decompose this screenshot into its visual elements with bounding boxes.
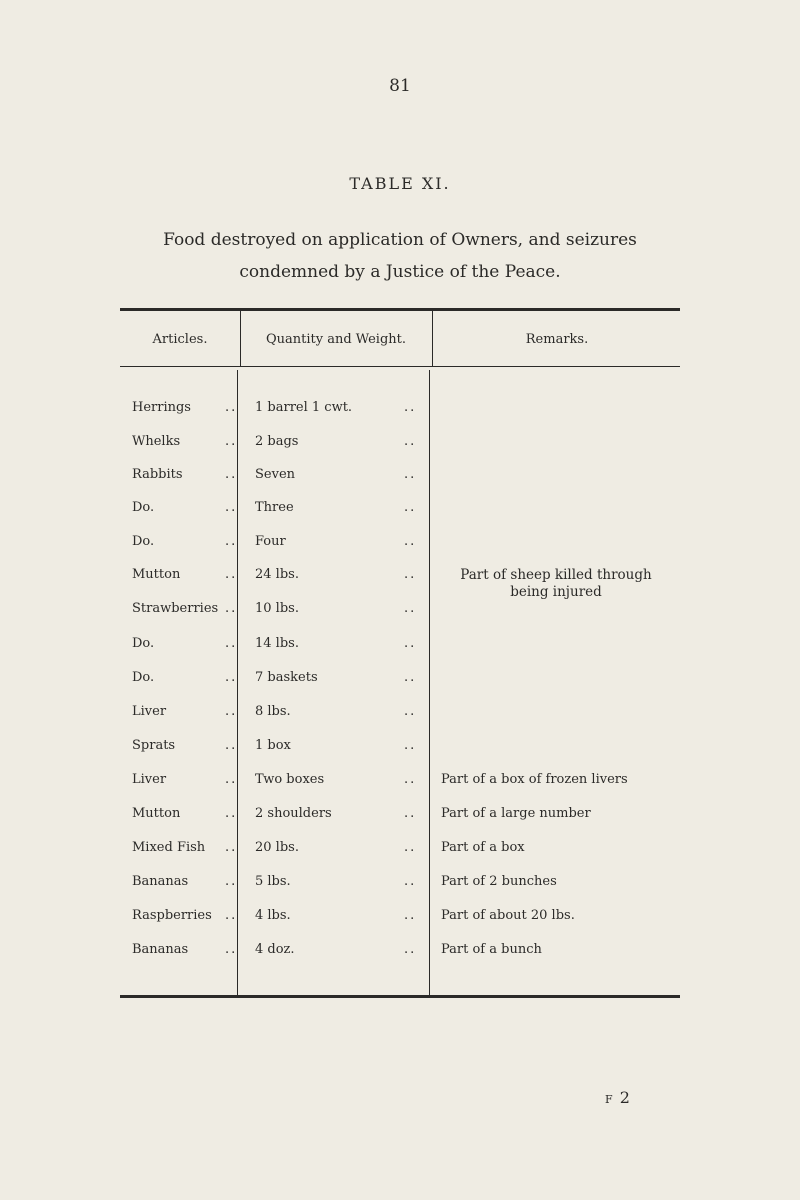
article-cell: Do. xyxy=(132,500,155,515)
remark-cell: Part of a box of frozen livers xyxy=(441,772,628,787)
leader-dots: .. xyxy=(404,467,417,482)
table-row xyxy=(0,434,800,454)
quantity-cell: Four xyxy=(255,534,286,549)
quantity-cell: 7 baskets xyxy=(255,670,318,685)
leader-dots: .. xyxy=(404,434,417,449)
page-number: 81 xyxy=(389,76,411,96)
remark-cell: Part of a bunch xyxy=(441,942,542,957)
header-articles: Articles. xyxy=(152,332,208,347)
table-row xyxy=(0,874,800,894)
column-divider-head-1 xyxy=(240,311,241,366)
table-row xyxy=(0,806,800,826)
table-top-rule xyxy=(120,308,680,311)
table-caption xyxy=(110,224,690,288)
article-cell: Mutton xyxy=(132,806,181,821)
leader-dots: .. xyxy=(404,874,417,889)
merged-remark-line-2: being injured xyxy=(510,584,602,600)
leader-dots: .. xyxy=(225,738,238,753)
article-cell: Strawberries xyxy=(132,601,219,616)
article-cell: Bananas xyxy=(132,942,189,957)
column-divider-head-2 xyxy=(432,311,433,366)
quantity-cell: 1 box xyxy=(255,738,291,753)
table-row xyxy=(0,908,800,928)
leader-dots: .. xyxy=(225,567,238,582)
table-row xyxy=(0,942,800,962)
table-row xyxy=(0,636,800,656)
article-cell: Liver xyxy=(132,772,167,787)
quantity-cell: Seven xyxy=(255,467,296,482)
quantity-cell: 8 lbs. xyxy=(255,704,291,719)
article-cell: Do. xyxy=(132,534,155,549)
remark-cell: Part of about 20 lbs. xyxy=(441,908,575,923)
leader-dots: .. xyxy=(404,500,417,515)
article-cell: Do. xyxy=(132,636,155,651)
leader-dots: .. xyxy=(404,534,417,549)
quantity-cell: 20 lbs. xyxy=(255,840,299,855)
quantity-cell: 14 lbs. xyxy=(255,636,299,651)
footer-number: 2 xyxy=(619,1088,631,1107)
table-row xyxy=(0,738,800,758)
leader-dots: .. xyxy=(225,704,238,719)
article-cell: Mixed Fish xyxy=(132,840,206,855)
quantity-cell: Three xyxy=(255,500,294,515)
table-title: TABLE XI. xyxy=(349,174,451,193)
caption-line-1: Food destroyed on application of Owners, and seizures xyxy=(163,230,637,250)
leader-dots: .. xyxy=(225,434,238,449)
article-cell: Whelks xyxy=(132,434,181,449)
article-cell: Bananas xyxy=(132,874,189,889)
table-bottom-rule xyxy=(120,995,680,998)
quantity-cell: 24 lbs. xyxy=(255,567,299,582)
leader-dots: .. xyxy=(404,772,417,787)
leader-dots: .. xyxy=(404,567,417,582)
table-row xyxy=(0,400,800,420)
leader-dots: .. xyxy=(225,670,238,685)
merged-remark-line-1: Part of sheep killed through xyxy=(460,567,652,583)
table-row xyxy=(0,567,800,587)
header-quantity: Quantity and Weight. xyxy=(265,332,407,347)
leader-dots: .. xyxy=(225,636,238,651)
leader-dots: .. xyxy=(225,601,238,616)
article-cell: Herrings xyxy=(132,400,191,415)
leader-dots: .. xyxy=(225,908,238,923)
leader-dots: .. xyxy=(404,908,417,923)
leader-dots: .. xyxy=(225,806,238,821)
table-row xyxy=(0,670,800,690)
leader-dots: .. xyxy=(404,704,417,719)
leader-dots: .. xyxy=(225,534,238,549)
remark-cell: Part of a box xyxy=(441,840,525,855)
quantity-cell: Two boxes xyxy=(255,772,325,787)
table-row xyxy=(0,500,800,520)
quantity-cell: 10 lbs. xyxy=(255,601,299,616)
remark-cell: Part of 2 bunches xyxy=(441,874,557,889)
leader-dots: .. xyxy=(225,500,238,515)
article-cell: Liver xyxy=(132,704,167,719)
leader-dots: .. xyxy=(225,400,238,415)
merged-remark xyxy=(432,567,680,601)
table-row xyxy=(0,772,800,792)
footer-signature xyxy=(605,1088,631,1107)
leader-dots: .. xyxy=(404,806,417,821)
quantity-cell: 5 lbs. xyxy=(255,874,291,889)
article-cell: Do. xyxy=(132,670,155,685)
leader-dots: .. xyxy=(404,601,417,616)
quantity-cell: 4 doz. xyxy=(255,942,295,957)
table-row xyxy=(0,601,800,621)
quantity-cell: 2 bags xyxy=(255,434,299,449)
table-header-rule xyxy=(120,366,680,367)
table-row xyxy=(0,840,800,860)
leader-dots: .. xyxy=(404,636,417,651)
table-row xyxy=(0,467,800,487)
article-cell: Sprats xyxy=(132,738,176,753)
footer-letter: F xyxy=(605,1093,614,1106)
leader-dots: .. xyxy=(404,738,417,753)
article-cell: Raspberries xyxy=(132,908,212,923)
leader-dots: .. xyxy=(225,874,238,889)
caption-line-2: condemned by a Justice of the Peace. xyxy=(239,262,561,282)
leader-dots: .. xyxy=(225,942,238,957)
quantity-cell: 1 barrel 1 cwt. xyxy=(255,400,353,415)
table-row xyxy=(0,534,800,554)
quantity-cell: 2 shoulders xyxy=(255,806,332,821)
article-cell: Mutton xyxy=(132,567,181,582)
header-remarks: Remarks. xyxy=(525,332,589,347)
leader-dots: .. xyxy=(404,840,417,855)
article-cell: Rabbits xyxy=(132,467,183,482)
quantity-cell: 4 lbs. xyxy=(255,908,291,923)
leader-dots: .. xyxy=(225,772,238,787)
leader-dots: .. xyxy=(225,840,238,855)
leader-dots: .. xyxy=(404,942,417,957)
leader-dots: .. xyxy=(404,400,417,415)
table-row xyxy=(0,704,800,724)
leader-dots: .. xyxy=(404,670,417,685)
leader-dots: .. xyxy=(225,467,238,482)
remark-cell: Part of a large number xyxy=(441,806,591,821)
